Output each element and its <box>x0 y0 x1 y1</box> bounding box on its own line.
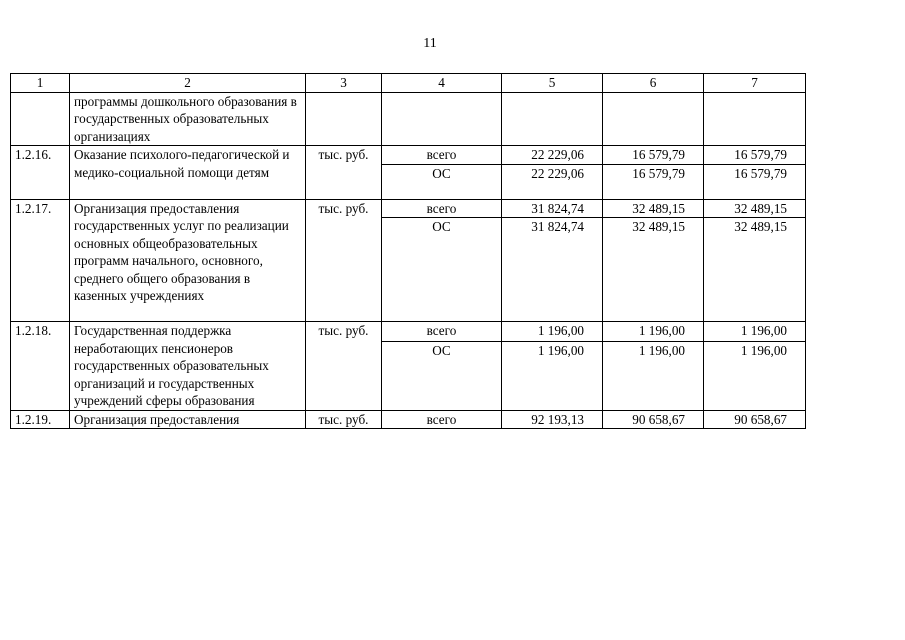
table-header-row <box>11 74 806 93</box>
value-col6: 16 579,79 <box>603 164 704 199</box>
value-col5: 92 193,13 <box>502 410 603 429</box>
column-header: 7 <box>704 74 806 93</box>
row-name: Оказание психолого-педагогической и медико-социальной помощи детям <box>70 146 306 200</box>
value-col7: 16 579,79 <box>704 164 806 199</box>
row-type: всего <box>382 146 502 165</box>
row-unit: тыс. руб. <box>306 410 382 429</box>
row-code: 1.2.17. <box>11 199 70 322</box>
table-row <box>11 322 806 342</box>
row-type: всего <box>382 410 502 429</box>
row-name: Организация предоставления <box>70 410 306 429</box>
column-header: 6 <box>603 74 704 93</box>
value-col7: 16 579,79 <box>704 146 806 165</box>
value-col7: 32 489,15 <box>704 218 806 322</box>
value-col5: 22 229,06 <box>502 164 603 199</box>
row-code: 1.2.18. <box>11 322 70 411</box>
row-type: ОС <box>382 164 502 199</box>
value-col6: 1 196,00 <box>603 341 704 410</box>
value-col5: 1 196,00 <box>502 341 603 410</box>
value-col5: 31 824,74 <box>502 199 603 218</box>
row-code: 1.2.16. <box>11 146 70 200</box>
value-col6: 1 196,00 <box>603 322 704 342</box>
page-number: 11 <box>423 36 437 51</box>
table-row <box>11 146 806 165</box>
value-col6: 16 579,79 <box>603 146 704 165</box>
table-row-continuation <box>11 92 806 146</box>
column-header: 4 <box>382 74 502 93</box>
row-unit: тыс. руб. <box>306 199 382 322</box>
row-name: Государственная поддержка неработающих пенсионеров государственных образовательных организаций и государственных учреждений сферы образования <box>70 322 306 411</box>
row-name: Организация предоставления государственных услуг по реализации основных общеобразовательных программ начального, основного, среднего общего образования в казенных учреждениях <box>70 199 306 322</box>
value-col7: 90 658,67 <box>704 410 806 429</box>
row-unit: тыс. руб. <box>306 322 382 411</box>
row-name: программы дошкольного образования в государственных образовательных организациях <box>70 92 306 146</box>
row-type: ОС <box>382 341 502 410</box>
column-header: 2 <box>70 74 306 93</box>
row-code: 1.2.19. <box>11 410 70 429</box>
row-type: ОС <box>382 218 502 322</box>
column-header: 3 <box>306 74 382 93</box>
column-header: 1 <box>11 74 70 93</box>
row-type: всего <box>382 199 502 218</box>
table-row <box>11 410 806 429</box>
value-col7: 1 196,00 <box>704 322 806 342</box>
row-unit: тыс. руб. <box>306 146 382 200</box>
table-row <box>11 199 806 218</box>
row-code <box>11 92 70 146</box>
value-col7: 1 196,00 <box>704 341 806 410</box>
budget-table <box>10 73 806 429</box>
column-header: 5 <box>502 74 603 93</box>
value-col6: 90 658,67 <box>603 410 704 429</box>
value-col7: 32 489,15 <box>704 199 806 218</box>
value-col5: 22 229,06 <box>502 146 603 165</box>
value-col6: 32 489,15 <box>603 199 704 218</box>
value-col5: 31 824,74 <box>502 218 603 322</box>
value-col5: 1 196,00 <box>502 322 603 342</box>
value-col6: 32 489,15 <box>603 218 704 322</box>
row-type: всего <box>382 322 502 342</box>
